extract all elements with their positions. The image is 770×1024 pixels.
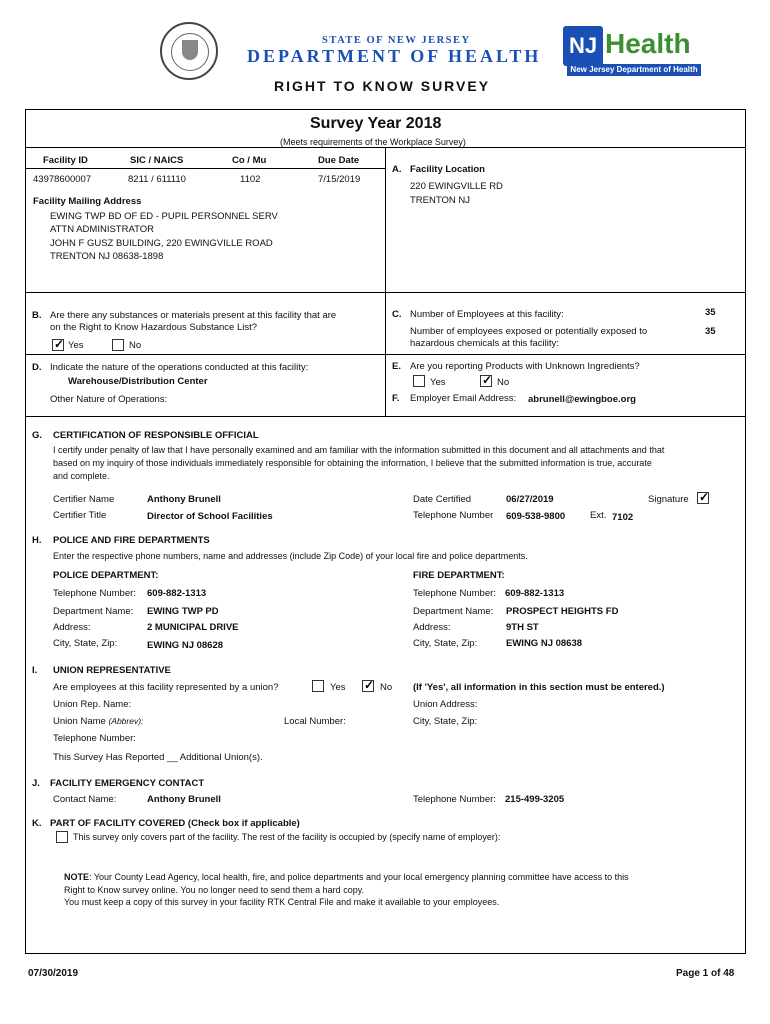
facility-location-label: Facility Location [410, 164, 485, 175]
union-yes-label: Yes [330, 682, 346, 693]
certification-text: based on my inquiry of those individuals immediately responsible for obtaining the information, I believe that the submitted information is true, accurate [53, 458, 652, 468]
police-heading: POLICE DEPARTMENT: [53, 570, 159, 581]
union-name-label [53, 716, 143, 727]
hazardous-no-checkbox[interactable] [112, 339, 124, 351]
certifier-title-label: Certifier Title [53, 510, 107, 521]
unknown-no-checkbox[interactable] [480, 375, 492, 387]
co-mu-header: Co / Mu [232, 155, 267, 166]
survey-year-title: Survey Year 2018 [310, 115, 442, 132]
logo-subtitle: New Jersey Department of Health [567, 64, 701, 76]
meets-note: (Meets requirements of the Workplace Survey) [280, 137, 466, 147]
section-e-letter: E. [392, 361, 401, 372]
date-certified-value: 06/27/2019 [506, 494, 554, 505]
due-date-header: Due Date [318, 155, 360, 166]
hazardous-yes-label: Yes [68, 340, 84, 351]
ext-label: Ext. [590, 510, 607, 521]
logo-nj: NJ [563, 26, 603, 66]
emergency-contact-heading: FACILITY EMERGENCY CONTACT [50, 778, 205, 789]
facility-location-line: 220 EWINGVILLE RD [410, 181, 503, 192]
footer-page: Page 1 of 48 [676, 968, 735, 979]
fire-address-label: Address: [413, 622, 451, 633]
police-name-label: Department Name: [53, 606, 134, 617]
divider [25, 416, 746, 417]
union-abbrev-text: (Abbrev): [108, 716, 144, 726]
signature-checkbox[interactable] [697, 492, 709, 504]
union-if-yes-note: (If 'Yes', all information in this section must be entered.) [413, 682, 665, 693]
department-title: DEPARTMENT OF HEALTH [247, 46, 542, 66]
partial-facility-checkbox[interactable] [56, 831, 68, 843]
section-i-letter: I. [32, 665, 38, 676]
union-no-checkbox[interactable] [362, 680, 374, 692]
unknown-no-label: No [497, 377, 510, 388]
exposed-value: 35 [705, 326, 716, 337]
mailing-line: ATTN ADMINISTRATOR [50, 224, 154, 235]
section-b-question: Are there any substances or materials present at this facility that are [50, 310, 337, 321]
exposed-label: hazardous chemicals at this facility: [410, 338, 559, 349]
ext-value: 7102 [612, 512, 634, 523]
checkmark-icon: ✓ [482, 373, 493, 387]
union-yes-checkbox[interactable] [312, 680, 324, 692]
mailing-address-label: Facility Mailing Address [33, 196, 142, 207]
note-label: NOTE [64, 872, 90, 882]
logo-health: Health [605, 28, 691, 59]
contact-name-value: Anthony Brunell [147, 794, 221, 805]
nj-health-logo [563, 26, 703, 76]
co-mu-value: 1102 [240, 174, 261, 185]
employees-value: 35 [705, 307, 716, 318]
police-phone-label: Telephone Number: [53, 588, 136, 599]
footer-date: 07/30/2019 [28, 968, 79, 979]
email-label: Employer Email Address: [410, 393, 517, 404]
operations-value: Warehouse/Distribution Center [68, 376, 208, 387]
facility-covered-heading: PART OF FACILITY COVERED (Check box if applicable) [50, 818, 300, 829]
fire-city-label: City, State, Zip: [413, 638, 478, 649]
section-a-letter: A. [392, 164, 402, 175]
operations-label: Indicate the nature of the operations conducted at this facility: [50, 362, 309, 373]
section-d-letter: D. [32, 362, 42, 373]
unknown-yes-label: Yes [430, 377, 446, 388]
fire-name-value: PROSPECT HEIGHTS FD [506, 606, 619, 617]
mailing-line: EWING TWP BD OF ED - PUPIL PERSONNEL SERV [50, 211, 278, 222]
certifier-title-value: Director of School Facilities [147, 511, 273, 522]
certification-heading: CERTIFICATION OF RESPONSIBLE OFFICIAL [53, 430, 259, 441]
unknown-ingredients-label: Are you reporting Products with Unknown Ingredients? [410, 361, 640, 372]
due-date-value: 7/15/2019 [318, 174, 361, 185]
contact-phone-label: Telephone Number: [413, 794, 496, 805]
union-no-label: No [380, 682, 393, 693]
unknown-yes-checkbox[interactable] [413, 375, 425, 387]
section-b-question: on the Right to Know Hazardous Substance List? [50, 322, 258, 333]
signature-label: Signature [648, 494, 689, 505]
police-fire-instruction: Enter the respective phone numbers, name and addresses (include Zip Code) of your local fire and police departments. [53, 551, 528, 561]
note-text: Right to Know survey online. You no longer need to send them a hard copy. [64, 885, 365, 895]
checkmark-icon: ✓ [54, 337, 65, 351]
date-certified-label: Date Certified [413, 494, 472, 505]
facility-location-line: TRENTON NJ [410, 195, 470, 206]
section-b-letter: B. [32, 310, 42, 321]
union-rep-name-label: Union Rep. Name: [53, 699, 132, 710]
telephone-value: 609-538-9800 [506, 511, 566, 522]
additional-unions-text: This Survey Has Reported __ Additional Union(s). [53, 752, 263, 763]
note-text: You must keep a copy of this survey in your facility RTK Central File and make it available to your employees. [64, 897, 500, 907]
section-f-letter: F. [392, 393, 400, 404]
union-name-text: Union Name [53, 716, 106, 727]
police-city-label: City, State, Zip: [53, 638, 118, 649]
state-seal-logo [160, 22, 218, 80]
sic-naics-header: SIC / NAICS [130, 155, 184, 166]
section-j-letter: J. [32, 778, 40, 789]
union-telephone-label: Telephone Number: [53, 733, 136, 744]
mailing-line: TRENTON NJ 08638-1898 [50, 251, 164, 262]
police-phone-value: 609-882-1313 [147, 588, 207, 599]
police-city-value: EWING NJ 08628 [147, 640, 224, 651]
union-question: Are employees at this facility represented by a union? [53, 682, 279, 693]
union-heading: UNION REPRESENTATIVE [53, 665, 171, 676]
section-k-letter: K. [32, 818, 42, 829]
contact-name-label: Contact Name: [53, 794, 117, 805]
section-c-letter: C. [392, 309, 402, 320]
exposed-label: Number of employees exposed or potentially exposed to [410, 326, 648, 337]
fire-city-value: EWING NJ 08638 [506, 638, 583, 649]
note-line [64, 872, 629, 882]
fire-phone-label: Telephone Number: [413, 588, 496, 599]
contact-phone-value: 215-499-3205 [505, 794, 565, 805]
fire-name-label: Department Name: [413, 606, 494, 617]
section-g-letter: G. [32, 430, 43, 441]
checkmark-icon: ✓ [699, 490, 710, 504]
telephone-label: Telephone Number [413, 510, 494, 521]
police-fire-heading: POLICE AND FIRE DEPARTMENTS [53, 535, 210, 546]
mailing-line: JOHN F GUSZ BUILDING, 220 EWINGVILLE ROAD [50, 238, 273, 249]
other-operations-label: Other Nature of Operations: [50, 394, 168, 405]
hazardous-yes-checkbox[interactable] [52, 339, 64, 351]
divider [385, 147, 386, 292]
employees-label: Number of Employees at this facility: [410, 309, 564, 320]
fire-phone-value: 609-882-1313 [505, 588, 565, 599]
certifier-name-label: Certifier Name [53, 494, 115, 505]
partial-facility-text: This survey only covers part of the facility. The rest of the facility is occupied by (specify name of employer): [73, 832, 501, 842]
police-address-value: 2 MUNICIPAL DRIVE [147, 622, 239, 633]
divider [25, 354, 746, 355]
police-address-label: Address: [53, 622, 91, 633]
hazardous-no-label: No [129, 340, 142, 351]
facility-id-value: 43978600007 [33, 174, 92, 185]
certification-text: and complete. [53, 471, 110, 481]
state-title: STATE OF NEW JERSEY [322, 35, 471, 46]
checkmark-icon: ✓ [364, 678, 375, 692]
union-city-label: City, State, Zip: [413, 716, 478, 727]
union-address-label: Union Address: [413, 699, 478, 710]
divider [25, 168, 385, 169]
survey-name: RIGHT TO KNOW SURVEY [274, 78, 491, 94]
section-h-letter: H. [32, 535, 42, 546]
note-text: : Your County Lead Agency, local health, fire, and police departments and your local emergency planning committee have access to this [89, 872, 629, 882]
email-value: abrunell@ewingboe.org [528, 394, 636, 405]
police-name-value: EWING TWP PD [147, 606, 219, 617]
facility-id-header: Facility ID [43, 155, 88, 166]
fire-address-value: 9TH ST [506, 622, 539, 633]
certifier-name-value: Anthony Brunell [147, 494, 221, 505]
local-number-label: Local Number: [284, 716, 346, 727]
fire-heading: FIRE DEPARTMENT: [413, 570, 505, 581]
certification-text: I certify under penalty of law that I have personally examined and am familiar with the information submitted in this document and all attachments and that [53, 445, 665, 455]
sic-naics-value: 8211 / 611110 [128, 174, 186, 185]
